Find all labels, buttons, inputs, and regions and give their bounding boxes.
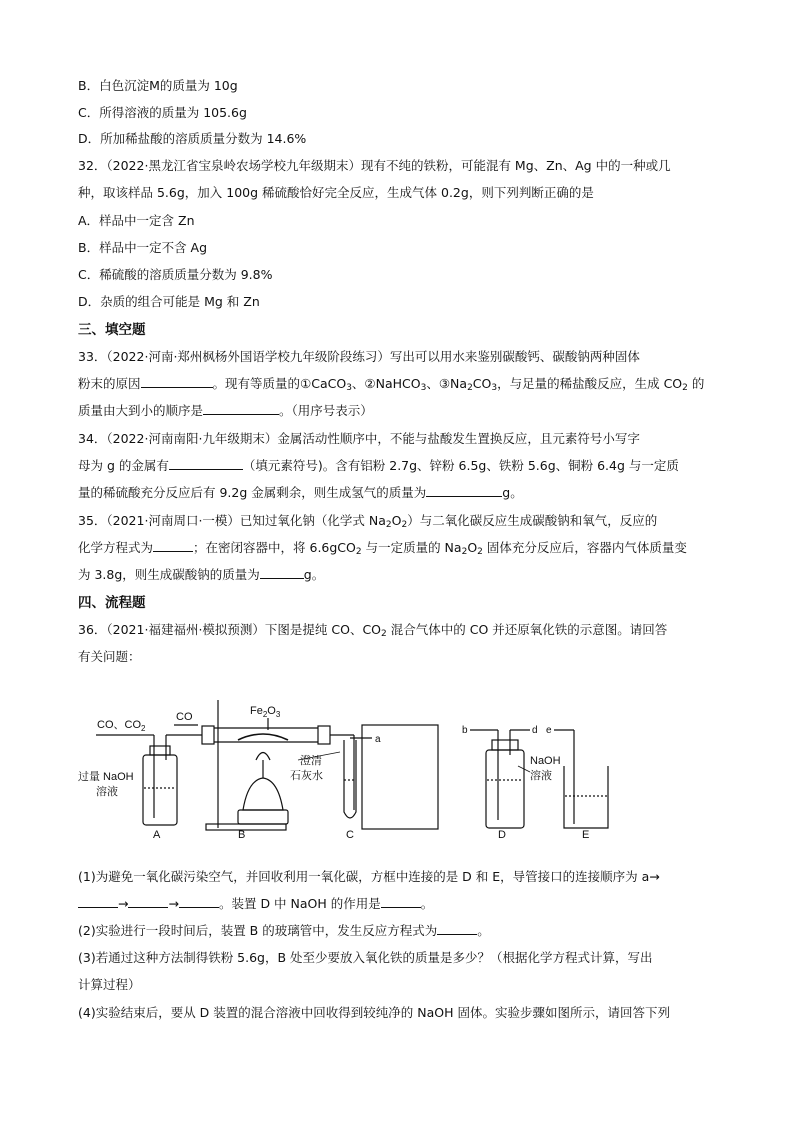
q36-part1-line2: → → 。装置 D 中 NaOH 的作用是 。 xyxy=(78,895,433,913)
bottle-a-stopper xyxy=(150,746,170,755)
apparatus-diagram xyxy=(78,700,718,840)
q35-stem-line1: 35．（2021·河南周口·一模）已知过氧化钠（化学式 $Na_2O_2$）与二氧化碳反应生成碳酸钠和氧气，反应的 xyxy=(78,513,658,530)
fe2o3-powder xyxy=(238,734,288,740)
wash-bottle-d xyxy=(486,750,524,828)
section-heading-fill-in: 三、填空题 xyxy=(78,322,146,338)
q35-stem-line3: 为 3.8g，则生成碳酸钠的质量为 g。 xyxy=(78,567,325,582)
q36-stem-line2: 有关问题： xyxy=(78,649,141,664)
label-B: B xyxy=(238,829,246,840)
q32-option-a: A．样品中一定含 Zn xyxy=(78,213,195,228)
q36-part2: (2)实验进行一段时间后，装置 B 的玻璃管中，发生反应方程式为 。 xyxy=(78,923,490,938)
q34-stem-line3: 量的稀硫酸充分反应后有 9.2g 金属剩余，则生成氢气的质量为 g。 xyxy=(78,485,523,500)
label-port-a: a xyxy=(375,734,381,745)
answer-blank[interactable] xyxy=(203,402,279,415)
empty-box xyxy=(362,725,438,829)
q34-stem-line1: 34．（2022·河南南阳·九年级期末）金属活动性顺序中，不能与盐酸发生置换反应，且元素符号小写字 xyxy=(78,431,640,446)
q36-part1-line1: (1)为避免一氧化碳污染空气，并回收利用一氧化碳，方框中连接的是 D 和 E，导管接口的连接顺序为 a→ xyxy=(78,869,660,884)
q32-option-c: C．稀硫酸的溶质质量分数为 9.8% xyxy=(78,267,273,282)
wash-bottle-a xyxy=(143,755,177,825)
q32-option-d: D．杂质的组合可能是 Mg 和 Zn xyxy=(78,294,260,309)
answer-blank[interactable] xyxy=(128,895,168,908)
label-C: C xyxy=(346,829,354,840)
q31-option-b: B．白色沉淀M的质量为 10g xyxy=(78,78,238,93)
label-naoh-a1: 过量 NaOH xyxy=(78,771,134,783)
label-port-b: b xyxy=(462,725,468,736)
label-port-d: d xyxy=(532,725,538,736)
glass-tube-b xyxy=(206,728,324,742)
q31-option-d: D．所加稀盐酸的溶质质量分数为 14.6% xyxy=(78,131,307,146)
label-naoh-a2: 溶液 xyxy=(96,786,118,798)
q33-stem-line3: 质量由大到小的顺序是 。（用序号表示） xyxy=(78,403,373,418)
label-port-e: e xyxy=(546,725,552,736)
label-naoh-d1: NaOH xyxy=(530,755,561,767)
q36-stem-line1: 36．（2021·福建福州·模拟预测）下图是提纯 CO、$CO_2$ 混合气体中的 CO 并还原氧化铁的示意图。请回答 xyxy=(78,622,668,639)
label-gas-mixture: CO、$CO_2$ xyxy=(97,719,146,733)
label-A: A xyxy=(153,829,161,840)
label-limewater-1: 澄清 xyxy=(300,755,322,767)
answer-blank[interactable] xyxy=(179,895,219,908)
q33-stem-line1: 33．（2022·河南·郑州枫杨外国语学校九年级阶段练习）写出可以用水来鉴别碳酸钙、碳酸钠两种固体 xyxy=(78,349,640,364)
label-naoh-d2: 溶液 xyxy=(530,770,552,782)
alcohol-lamp xyxy=(243,778,283,810)
q32-option-b: B．样品中一定不含 Ag xyxy=(78,240,208,255)
answer-blank[interactable] xyxy=(141,375,213,388)
answer-blank[interactable] xyxy=(260,566,304,579)
answer-blank[interactable] xyxy=(169,457,243,470)
q32-stem-line1: 32．（2022·黑龙江省宝泉岭农场学校九年级期末）现有不纯的铁粉，可能混有 Mg、Zn、Ag 中的一种或几 xyxy=(78,158,671,173)
section-heading-flow: 四、流程题 xyxy=(78,595,146,611)
label-D: D xyxy=(498,829,506,840)
answer-blank[interactable] xyxy=(78,895,118,908)
label-limewater-2: 石灰水 xyxy=(290,770,323,782)
q31-option-c: C．所得溶液的质量为 105.6g xyxy=(78,105,247,120)
answer-blank[interactable] xyxy=(381,895,421,908)
q32-stem-line2: 种，取该样品 5.6g，加入 100g 稀硫酸恰好完全反应，生成气体 0.2g，则下列判断正确的是 xyxy=(78,185,594,200)
answer-blank[interactable] xyxy=(437,922,477,935)
q36-part3-line1: (3)若通过这种方法制得铁粉 5.6g，B 处至少要放入氧化铁的质量是多少？（根据化学方程式计算，写出 xyxy=(78,950,653,965)
q36-part3-line2: 计算过程） xyxy=(78,977,141,992)
lamp-flame xyxy=(256,753,270,761)
label-fe2o3: $Fe_2O_3$ xyxy=(250,705,281,719)
answer-blank[interactable] xyxy=(426,484,502,497)
q35-stem-line2: 化学方程式为 ；在密闭容器中，将 6.6gCO$_2$ 与一定质量的 $Na_2O_2$ 固体充分反应后，容器内气体质量变 xyxy=(78,540,687,557)
label-E: E xyxy=(582,829,590,840)
label-co: CO xyxy=(176,711,193,723)
q36-part4-line1: (4)实验结束后，要从 D 装置的混合溶液中回收得到较纯净的 NaOH 固体。实验步骤如图所示，请回答下列 xyxy=(78,1005,670,1020)
q34-stem-line2: 母为 g 的金属有 （填元素符号)。含有铝粉 2.7g、锌粉 6.5g、铁粉 5.6g、铜粉 6.4g 与一定质 xyxy=(78,458,679,473)
beaker-e xyxy=(564,766,608,828)
answer-blank[interactable] xyxy=(153,539,193,552)
q33-stem-line2: 粉末的原因 。现有等质量的①CaCO$_3$、②NaHCO$_3$、$③Na_2CO_3$，与足量的稀盐酸反应，生成 $CO_2$ 的 xyxy=(78,376,705,393)
